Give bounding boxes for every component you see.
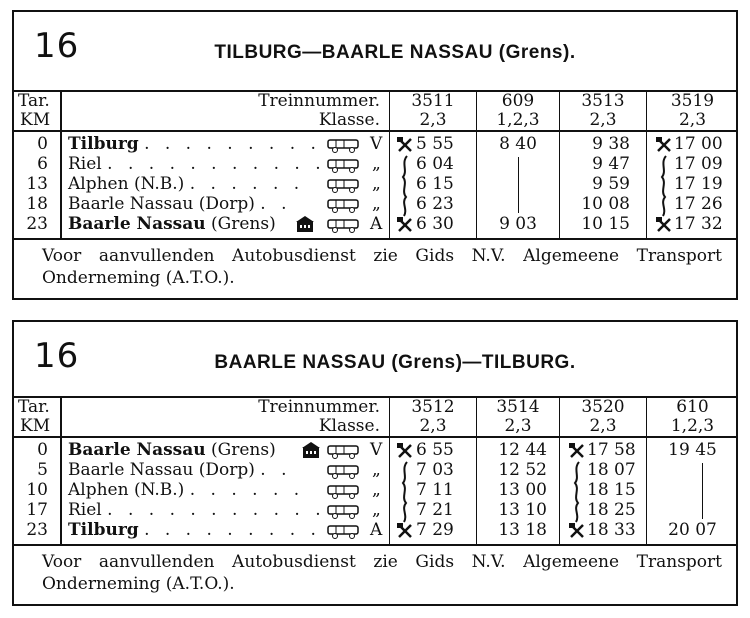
header-train-number: Treinnummer. [258, 91, 380, 111]
pass-through-line [702, 463, 703, 519]
time-cell: 12 44 [498, 440, 547, 460]
header-km: KM [20, 110, 51, 130]
column-divider [60, 90, 62, 238]
station-suffix: (Grens) [211, 440, 276, 460]
km-value: 13 [26, 174, 48, 194]
time-cell: 12 52 [498, 460, 547, 480]
time-cell: 20 07 [668, 520, 717, 540]
ditto-mark: „ [372, 154, 381, 174]
train-class: 2,3 [589, 416, 617, 436]
table-number: 16 [34, 26, 80, 66]
bracket-icon [400, 155, 410, 217]
ditto-mark: „ [372, 460, 381, 480]
station-row [68, 441, 276, 460]
bus-connection-icon [656, 217, 672, 233]
time-cell: 13 00 [498, 480, 547, 500]
divider [14, 436, 736, 438]
arrival-mark: A [370, 214, 383, 234]
bus-icon [326, 197, 362, 213]
bus-icon [326, 137, 362, 153]
header-train-number: Treinnummer. [258, 397, 380, 417]
station-name: Tilburg [68, 520, 139, 540]
time-cell: 7 29 [416, 520, 454, 540]
station-name: Baarle Nassau [68, 214, 206, 234]
bus-connection-icon [397, 443, 413, 459]
station-name: Riel [68, 500, 102, 520]
station-name: Baarle Nassau (Dorp) [68, 194, 255, 214]
km-value: 0 [37, 440, 48, 460]
station-row [68, 215, 276, 234]
ditto-mark: „ [372, 500, 381, 520]
bus-connection-icon [397, 217, 413, 233]
header-tar: Tar. [18, 397, 50, 417]
timetable-tilburg-baarle [12, 10, 738, 300]
bus-icon [326, 503, 362, 519]
time-cell: 18 25 [587, 500, 636, 520]
header-km: KM [20, 416, 51, 436]
station-name: Baarle Nassau [68, 440, 206, 460]
header-tar: Tar. [18, 91, 50, 111]
train-class: 1,2,3 [496, 110, 540, 130]
train-class: 2,3 [589, 110, 617, 130]
time-cell: 6 30 [416, 214, 454, 234]
leader-dots: . . . . . . . . . . . [107, 500, 326, 520]
table-title: TILBURG—BAARLE NASSAU (Grens). [214, 42, 576, 63]
time-cell: 18 15 [587, 480, 636, 500]
km-value: 17 [26, 500, 48, 520]
station-row [68, 461, 292, 480]
time-cell: 17 09 [674, 154, 723, 174]
train-number: 3512 [411, 397, 455, 417]
footnote: Voor aanvullenden Autobusdienst zie Gids N.V. Algemeene Transport Onderneming (A.T.O.). [42, 552, 722, 594]
leader-dots: . . . . . . [189, 174, 305, 194]
station-row [68, 175, 304, 194]
station-building-icon [296, 215, 314, 233]
time-cell: 7 11 [416, 480, 454, 500]
station-row [68, 521, 321, 540]
bus-icon [326, 463, 362, 479]
time-cell: 6 04 [416, 154, 454, 174]
time-cell: 6 15 [416, 174, 454, 194]
bracket-icon [400, 461, 410, 523]
km-value: 0 [37, 134, 48, 154]
bus-icon [326, 217, 362, 233]
time-cell: 10 08 [581, 194, 630, 214]
time-cell: 13 10 [498, 500, 547, 520]
time-cell: 10 15 [581, 214, 630, 234]
time-cell: 19 45 [668, 440, 717, 460]
table-title: BAARLE NASSAU (Grens)—TILBURG. [214, 352, 576, 373]
station-row [68, 501, 326, 520]
km-value: 23 [26, 214, 48, 234]
ditto-mark: „ [372, 194, 381, 214]
leader-dots: . . [260, 194, 292, 214]
ditto-mark: „ [372, 480, 381, 500]
time-cell: 17 32 [674, 214, 723, 234]
time-cell: 9 47 [592, 154, 630, 174]
header-class: Klasse. [318, 416, 380, 436]
time-cell: 7 03 [416, 460, 454, 480]
station-name: Tilburg [68, 134, 139, 154]
station-name: Riel [68, 154, 102, 174]
bus-icon [326, 483, 362, 499]
leader-dots: . . . . . . . . . [144, 134, 321, 154]
bus-icon [326, 157, 362, 173]
time-cell: 13 18 [498, 520, 547, 540]
time-cell: 9 03 [499, 214, 537, 234]
bus-connection-icon [569, 443, 585, 459]
bracket-icon [659, 155, 669, 217]
time-cell: 17 19 [674, 174, 723, 194]
divider [14, 238, 736, 240]
bus-icon [326, 177, 362, 193]
bus-connection-icon [656, 137, 672, 153]
header-class: Klasse. [318, 110, 380, 130]
leader-dots: . . . . . . . . . [144, 520, 321, 540]
leader-dots: . . [260, 460, 292, 480]
station-building-icon [302, 441, 320, 459]
bracket-icon [572, 461, 582, 523]
train-number: 3513 [581, 91, 625, 111]
km-value: 10 [26, 480, 48, 500]
km-value: 5 [37, 460, 48, 480]
divider [14, 130, 736, 132]
arrival-mark: A [370, 520, 383, 540]
pass-through-line [518, 157, 519, 213]
bus-icon [326, 443, 362, 459]
bus-icon [326, 523, 362, 539]
time-cell: 6 55 [416, 440, 454, 460]
station-name: Alphen (N.B.) [68, 480, 185, 500]
bus-connection-icon [397, 137, 413, 153]
leader-dots: . . . . . . [189, 480, 305, 500]
station-row [68, 481, 304, 500]
train-number: 3514 [496, 397, 540, 417]
station-row [68, 155, 326, 174]
train-number: 610 [676, 397, 709, 417]
km-value: 23 [26, 520, 48, 540]
time-cell: 18 33 [587, 520, 636, 540]
time-cell: 5 55 [416, 134, 454, 154]
ditto-mark: „ [372, 174, 381, 194]
km-value: 18 [26, 194, 48, 214]
time-cell: 9 59 [592, 174, 630, 194]
time-cell: 17 58 [587, 440, 636, 460]
station-name: Baarle Nassau (Dorp) [68, 460, 255, 480]
km-value: 6 [37, 154, 48, 174]
train-class: 1,2,3 [670, 416, 715, 436]
footnote: Voor aanvullenden Autobusdienst zie Gids N.V. Algemeene Transport Onderneming (A.T.O.). [42, 246, 722, 288]
train-number: 3520 [581, 397, 625, 417]
station-row [68, 195, 292, 214]
departure-mark: V [370, 440, 383, 460]
station-suffix: (Grens) [211, 214, 276, 234]
time-cell: 18 07 [587, 460, 636, 480]
time-cell: 8 40 [499, 134, 537, 154]
bus-connection-icon [569, 523, 585, 539]
divider [14, 544, 736, 546]
time-cell: 17 00 [674, 134, 723, 154]
train-number: 3519 [670, 91, 715, 111]
column-divider [60, 396, 62, 544]
time-cell: 7 21 [416, 500, 454, 520]
time-cell: 9 38 [592, 134, 630, 154]
train-class: 2,3 [419, 416, 447, 436]
station-row [68, 135, 321, 154]
train-number: 609 [501, 91, 535, 111]
train-number: 3511 [411, 91, 455, 111]
time-cell: 17 26 [674, 194, 723, 214]
timetable-baarle-tilburg [12, 320, 738, 606]
departure-mark: V [370, 134, 383, 154]
time-cell: 6 23 [416, 194, 454, 214]
train-class: 2,3 [504, 416, 532, 436]
bus-connection-icon [397, 523, 413, 539]
station-name: Alphen (N.B.) [68, 174, 185, 194]
table-number: 16 [34, 336, 80, 376]
train-class: 2,3 [678, 110, 707, 130]
train-class: 2,3 [419, 110, 447, 130]
leader-dots: . . . . . . . . . . . [107, 154, 326, 174]
